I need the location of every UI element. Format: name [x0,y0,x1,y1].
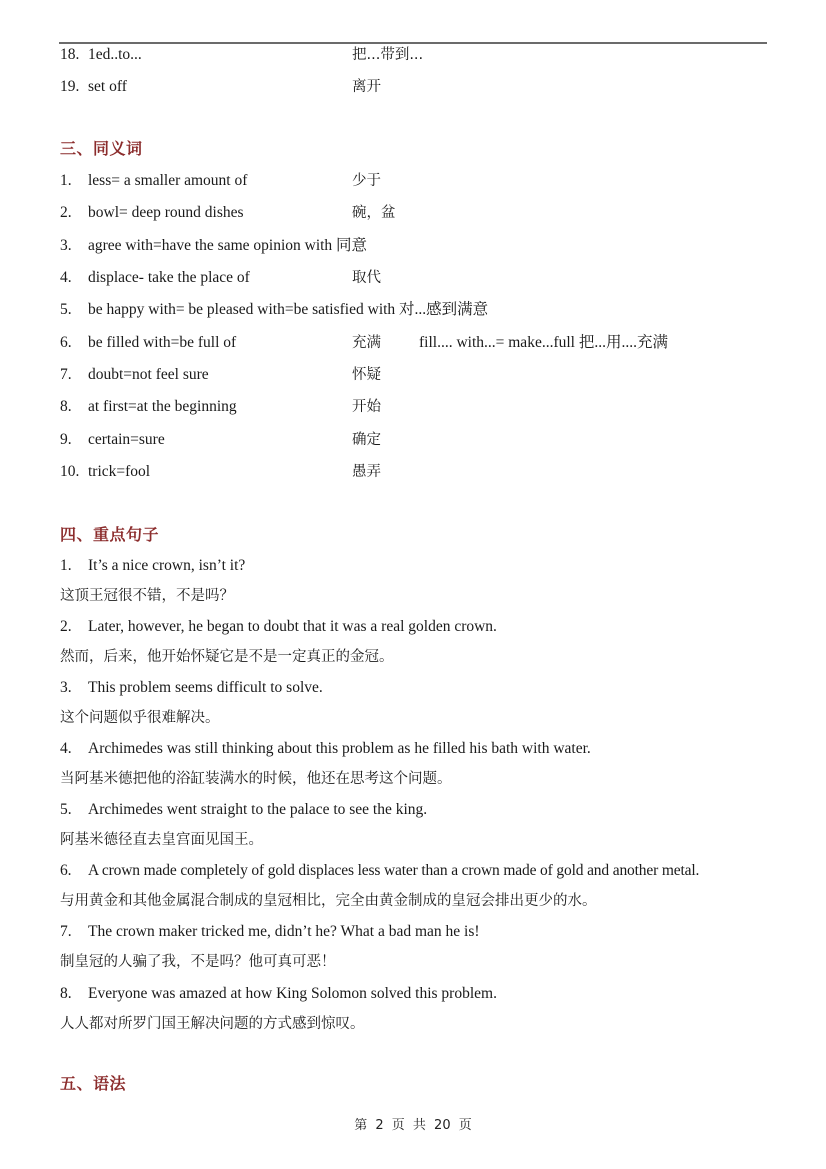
synonym-english: certain=sure [88,431,165,448]
synonym-english: less= a smaller amount of [88,172,248,189]
synonym-english: trick=fool [88,463,151,480]
synonym-item [60,236,367,256]
synonym-item [60,300,488,320]
sentence-chinese: 与用黄金和其他金属混合制成的皇冠相比，完全由黄金制成的皇冠会排出更少的水。 [60,893,597,909]
section-heading-grammar: 五、语法 [60,1074,127,1093]
sentence-text: Everyone was amazed at how King Solomon solved this problem. [88,985,497,1002]
item-number: 3. [60,237,72,254]
header-rule [59,42,767,44]
item-number: 5. [60,801,72,818]
sentence-chinese: 制皇冠的人骗了我，不是吗？他可真可恶！ [60,954,336,970]
section-heading-synonyms: 三、同义词 [60,139,143,158]
item-number: 1. [60,557,72,574]
sentence-english [60,984,497,1004]
sentence-chinese: 这顶王冠很不错，不是吗？ [60,588,234,604]
synonym-chinese: 愚弄 [352,464,381,480]
sentence-chinese: 这个问题似乎很难解决。 [60,710,220,726]
page-number: 第 2 页 共 20 页 [354,1118,472,1133]
phrase-item [60,77,381,97]
sentence-english [60,556,245,576]
sentence-text: This problem seems difficult to solve. [88,679,323,696]
item-number: 7. [60,923,72,940]
phrase-english: set off [88,78,127,95]
sentence-chinese: 然而，后来，他开始怀疑它是不是一定真正的金冠。 [60,649,394,665]
item-number: 7. [60,366,72,383]
sentence-english [60,800,427,820]
sentence-chinese: 当阿基米德把他的浴缸装满水的时候，他还在思考这个问题。 [60,771,452,787]
synonym-chinese: 少于 [352,173,381,189]
synonym-item [60,171,381,191]
sentence-text: Archimedes was still thinking about this problem as he filled his bath with water. [88,740,591,757]
synonym-chinese: 碗，盆 [352,205,396,221]
synonym-item [60,462,381,482]
synonym-item [60,268,381,288]
sentence-english [60,922,480,942]
synonym-chinese: 开始 [352,399,381,415]
item-number: 2. [60,618,72,635]
synonym-item [60,397,381,417]
sentence-english [60,678,323,698]
item-number: 3. [60,679,72,696]
sentence-text: It’s a nice crown, isn’t it? [88,557,246,574]
synonym-chinese: 怀疑 [352,367,381,383]
item-number: 18. [60,46,80,63]
sentence-chinese: 人人都对所罗门国王解决问题的方式感到惊叹。 [60,1016,365,1032]
item-number: 10. [60,463,80,480]
item-number: 4. [60,740,72,757]
item-number: 9. [60,431,72,448]
synonym-item [60,430,381,450]
sentence-text: Later, however, he began to doubt that it was a real golden crown. [88,618,497,635]
sentence-text: Archimedes went straight to the palace to see the king. [88,801,428,818]
phrase-english: 1ed..to... [88,46,142,63]
phrase-item [60,45,424,65]
item-number: 8. [60,398,72,415]
synonym-english: agree with=have the same opinion with 同意 [88,237,368,254]
sentence-chinese: 阿基米德径直去皇宫面见国王。 [60,832,263,848]
item-number: 6. [60,334,72,351]
synonym-chinese: 充满 [352,335,381,351]
synonym-english: be filled with=be full of [88,334,237,351]
phrase-chinese: 把...带到... [352,47,424,63]
sentence-english [60,617,497,637]
sentence-text: The crown maker tricked me, didn’t he? What a bad man he is! [88,923,480,940]
sentence-text: A crown made completely of gold displaces less water than a crown made of gold and another metal. [88,862,700,879]
item-number: 4. [60,269,72,286]
sentence-english [60,861,699,881]
synonym-item [60,333,668,353]
synonym-english: displace- take the place of [88,269,250,286]
synonym-extra-note: fill.... with...= make...full 把...用....充满 [419,334,668,351]
section-heading-key-sentences: 四、重点句子 [60,525,160,544]
item-number: 1. [60,172,72,189]
synonym-chinese: 取代 [352,270,381,286]
synonym-english: at first=at the beginning [88,398,237,415]
item-number: 8. [60,985,72,1002]
synonym-chinese: 确定 [352,432,381,448]
synonym-english: be happy with= be pleased with=be satisfied with 对...感到满意 [88,301,489,318]
phrase-chinese: 离开 [352,79,381,95]
synonym-item [60,203,396,223]
item-number: 19. [60,78,80,95]
item-number: 5. [60,301,72,318]
synonym-english: bowl= deep round dishes [88,204,244,221]
synonym-english: doubt=not feel sure [88,366,209,383]
sentence-english [60,739,591,759]
item-number: 6. [60,862,72,879]
item-number: 2. [60,204,72,221]
synonym-item [60,365,381,385]
